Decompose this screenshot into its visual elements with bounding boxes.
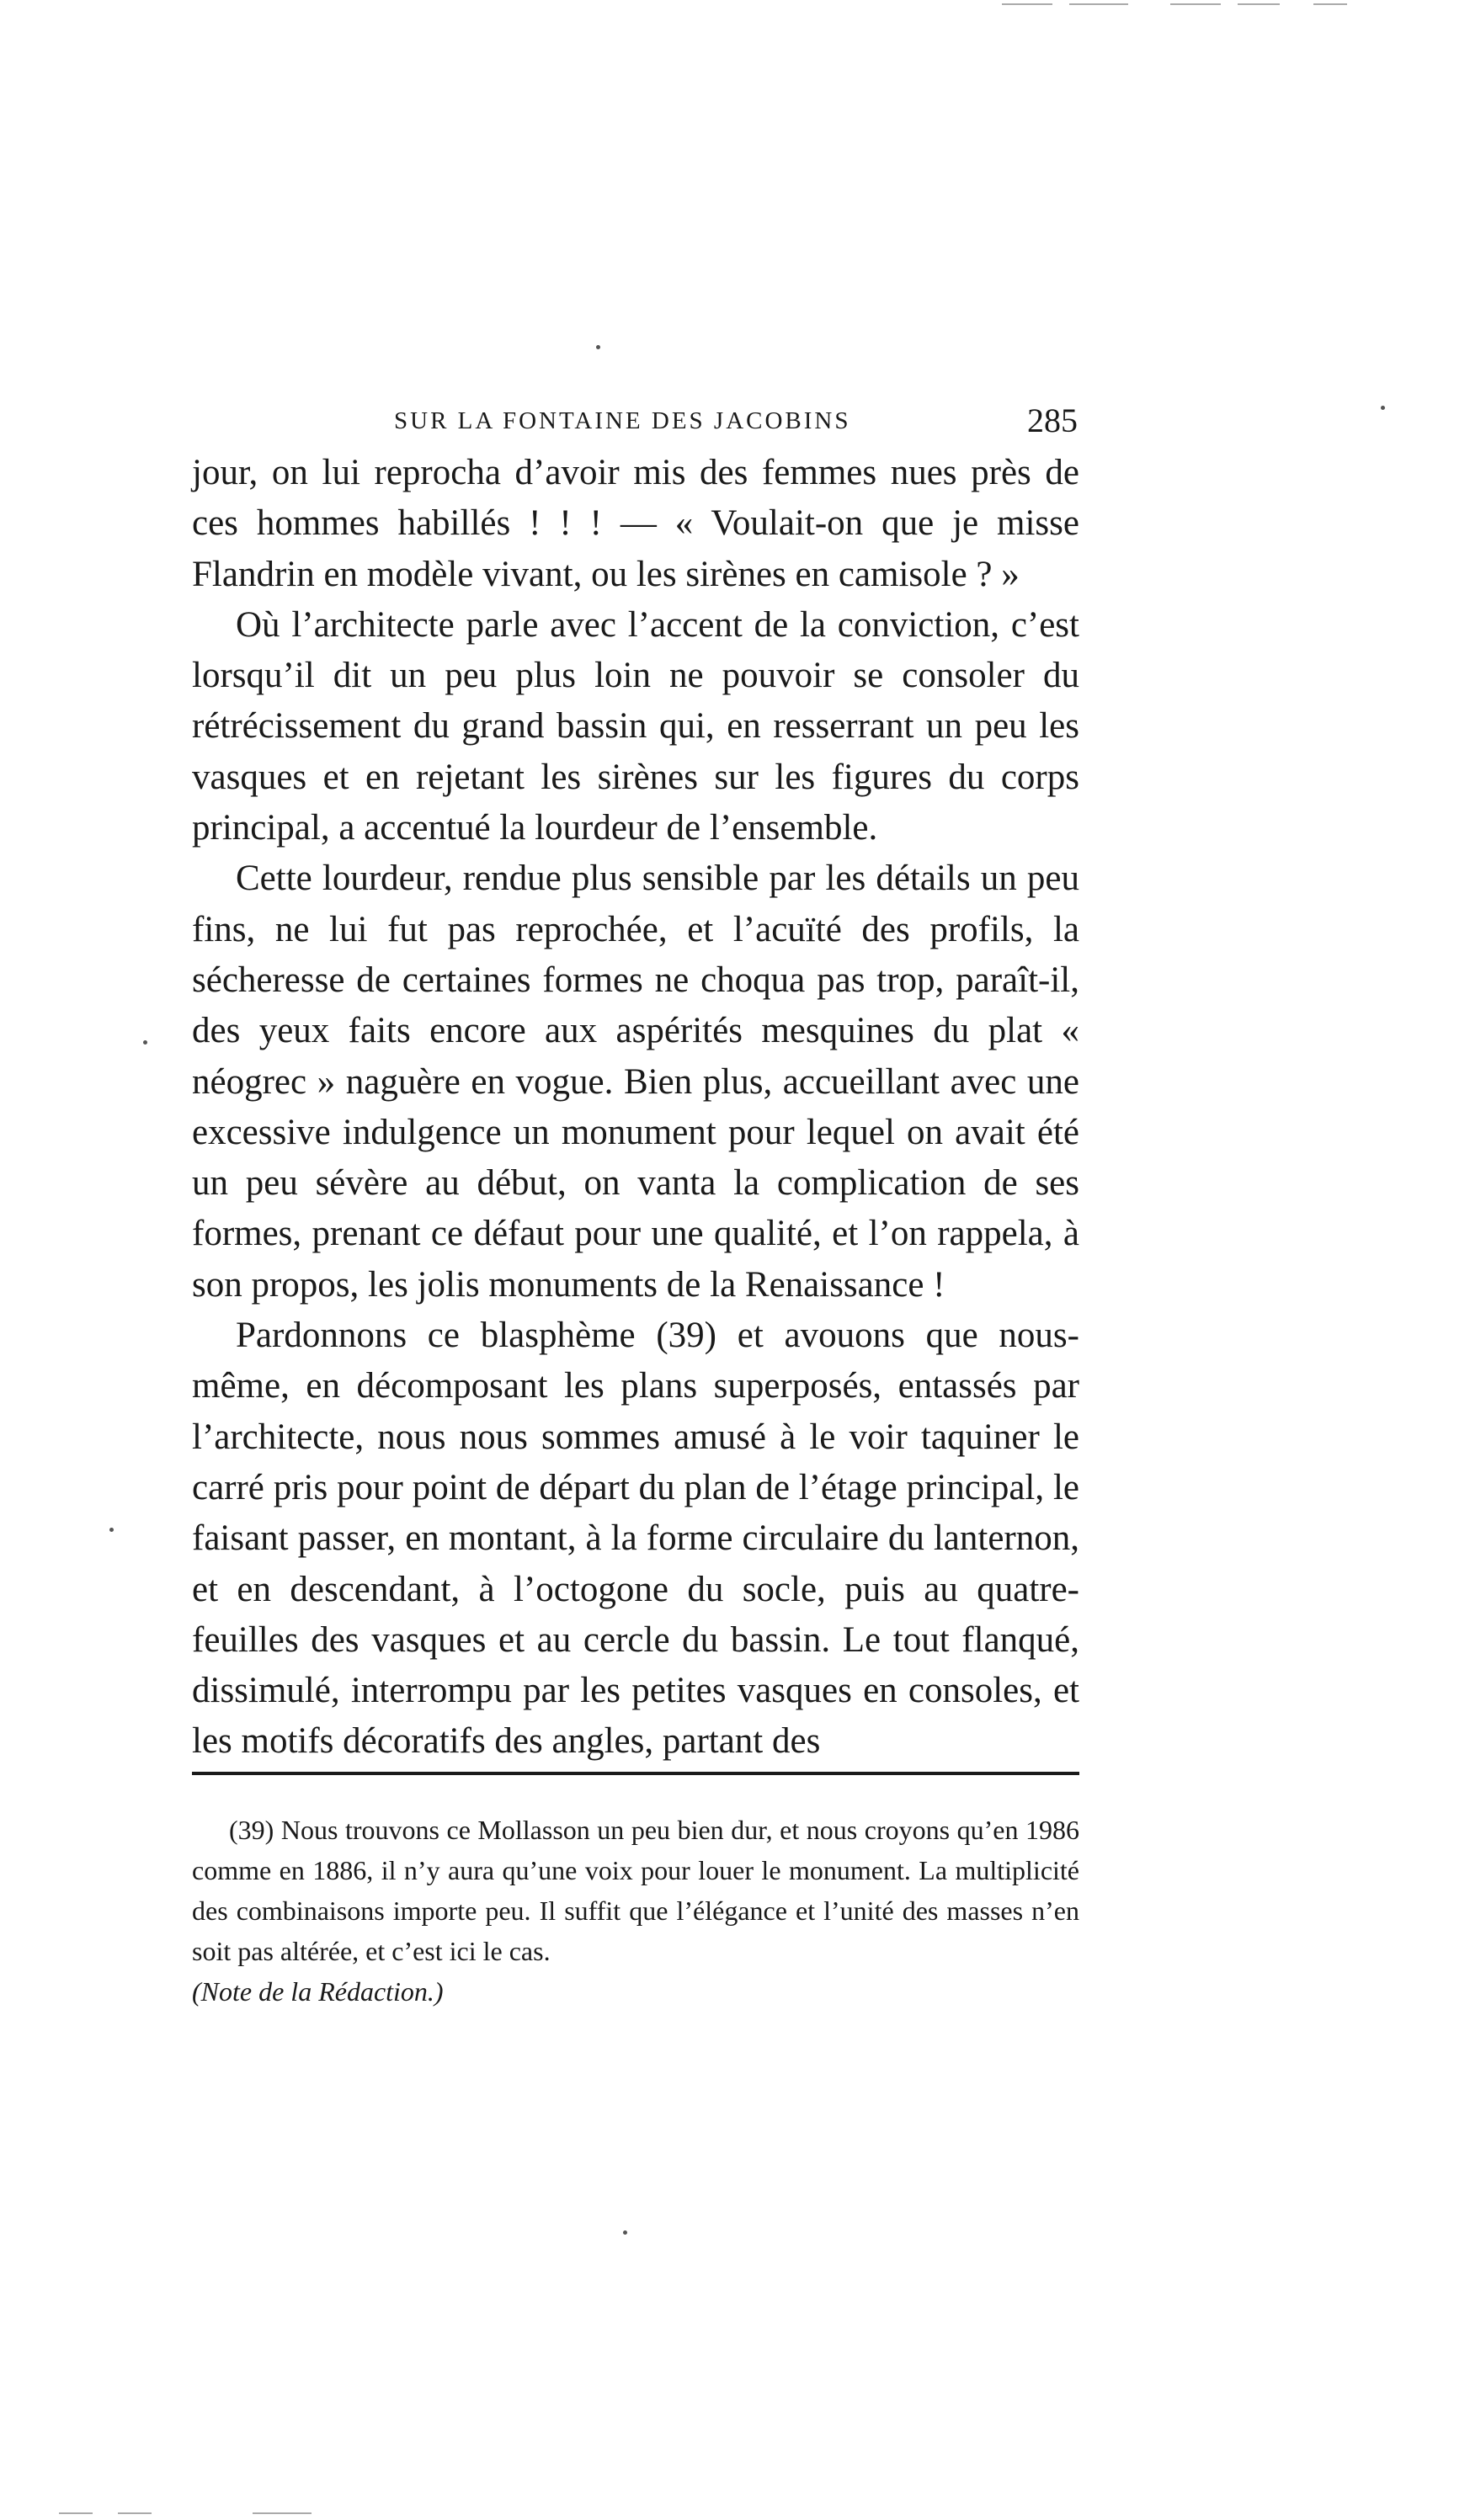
paragraph: jour, on lui reprocha d’avoir mis des femmes nues près de ces hommes habillés ! ! ! — « Voulait-on que je misse Flandrin en modèle vivant, ou les sirènes en camisole ? »: [192, 453, 1079, 594]
paragraph: Où l’architecte parle avec l’accent de la conviction, c’est lorsqu’il dit un peu plus loin ne pouvoir se consoler du rétrécissement du grand bassin qui, en resserrant un peu les vasques et en rejetant les sirènes sur les figures du corps principal, a accentué la lourdeur de l’ensemble.: [192, 604, 1079, 848]
footnote-signature: (Note de la Rédaction.): [192, 1976, 444, 2007]
footnote-text: (39) Nous trouvons ce Mollasson un peu bien dur, et nous croyons qu’en 1986 comme en 1886, il n’y aura qu’une voix pour louer le monument. La multiplicité des combinaisons importe peu. Il suffit que l’élégance et l’unité des masses n’en soit pas altérée, et c’est ici le cas.: [192, 1815, 1079, 1966]
paragraph: Cette lourdeur, rendue plus sensible par les détails un peu fins, ne lui fut pas reprochée, et l’acuïté des profils, la sécheresse de certaines formes ne choqua pas trop, paraît-il, des yeux faits encore aux aspérités mesquines du plat « néogrec » naguère en vogue. Bien plus, accueillant avec une excessive indulgence un monument pour lequel on avait été un peu sévère au début, on vanta la complication de ses formes, prenant ce défaut pour une qualité, et l’on rappela, à son propos, les jolis monuments de la Renaissance !: [192, 859, 1079, 1305]
page-header: [194, 396, 1078, 446]
page-number: 285: [1027, 401, 1078, 439]
footnote: [192, 1810, 1079, 2012]
running-head: SUR LA FONTAINE DES JACOBINS: [394, 407, 851, 434]
page-edge-mark: [1238, 3, 1280, 5]
ink-speck: [596, 345, 600, 349]
page-edge-mark: [253, 2512, 312, 2514]
page-edge-mark: [118, 2512, 152, 2514]
page-edge-mark: [1170, 3, 1221, 5]
page-edge-mark: [59, 2512, 93, 2514]
paragraph: Pardonnons ce blasphème (39) et avouons que nous-même, en décomposant les plans superposés, entassés par l’architecte, nous nous sommes amusé à le voir taquiner le carré pris pour point de départ du plan de l’étage principal, le faisant passer, en montant, à la forme circulaire du lanternon, et en descendant, à l’octogone du socle, puis au quatre-feuilles des vasques et au cercle du bassin. Le tout flanqué, dissimulé, interrompu par les petites vasques en consoles, et les motifs décoratifs des angles, partant des: [192, 1316, 1079, 1762]
page-edge-mark: [1002, 3, 1052, 5]
ink-speck: [1381, 406, 1385, 410]
ink-speck: [109, 1528, 114, 1532]
ink-speck: [143, 1040, 147, 1045]
page-edge-mark: [1069, 3, 1128, 5]
footnote-separator: [192, 1772, 1079, 1775]
main-text: [192, 448, 1079, 1768]
ink-speck: [623, 2230, 627, 2235]
page-edge-mark: [1313, 3, 1347, 5]
